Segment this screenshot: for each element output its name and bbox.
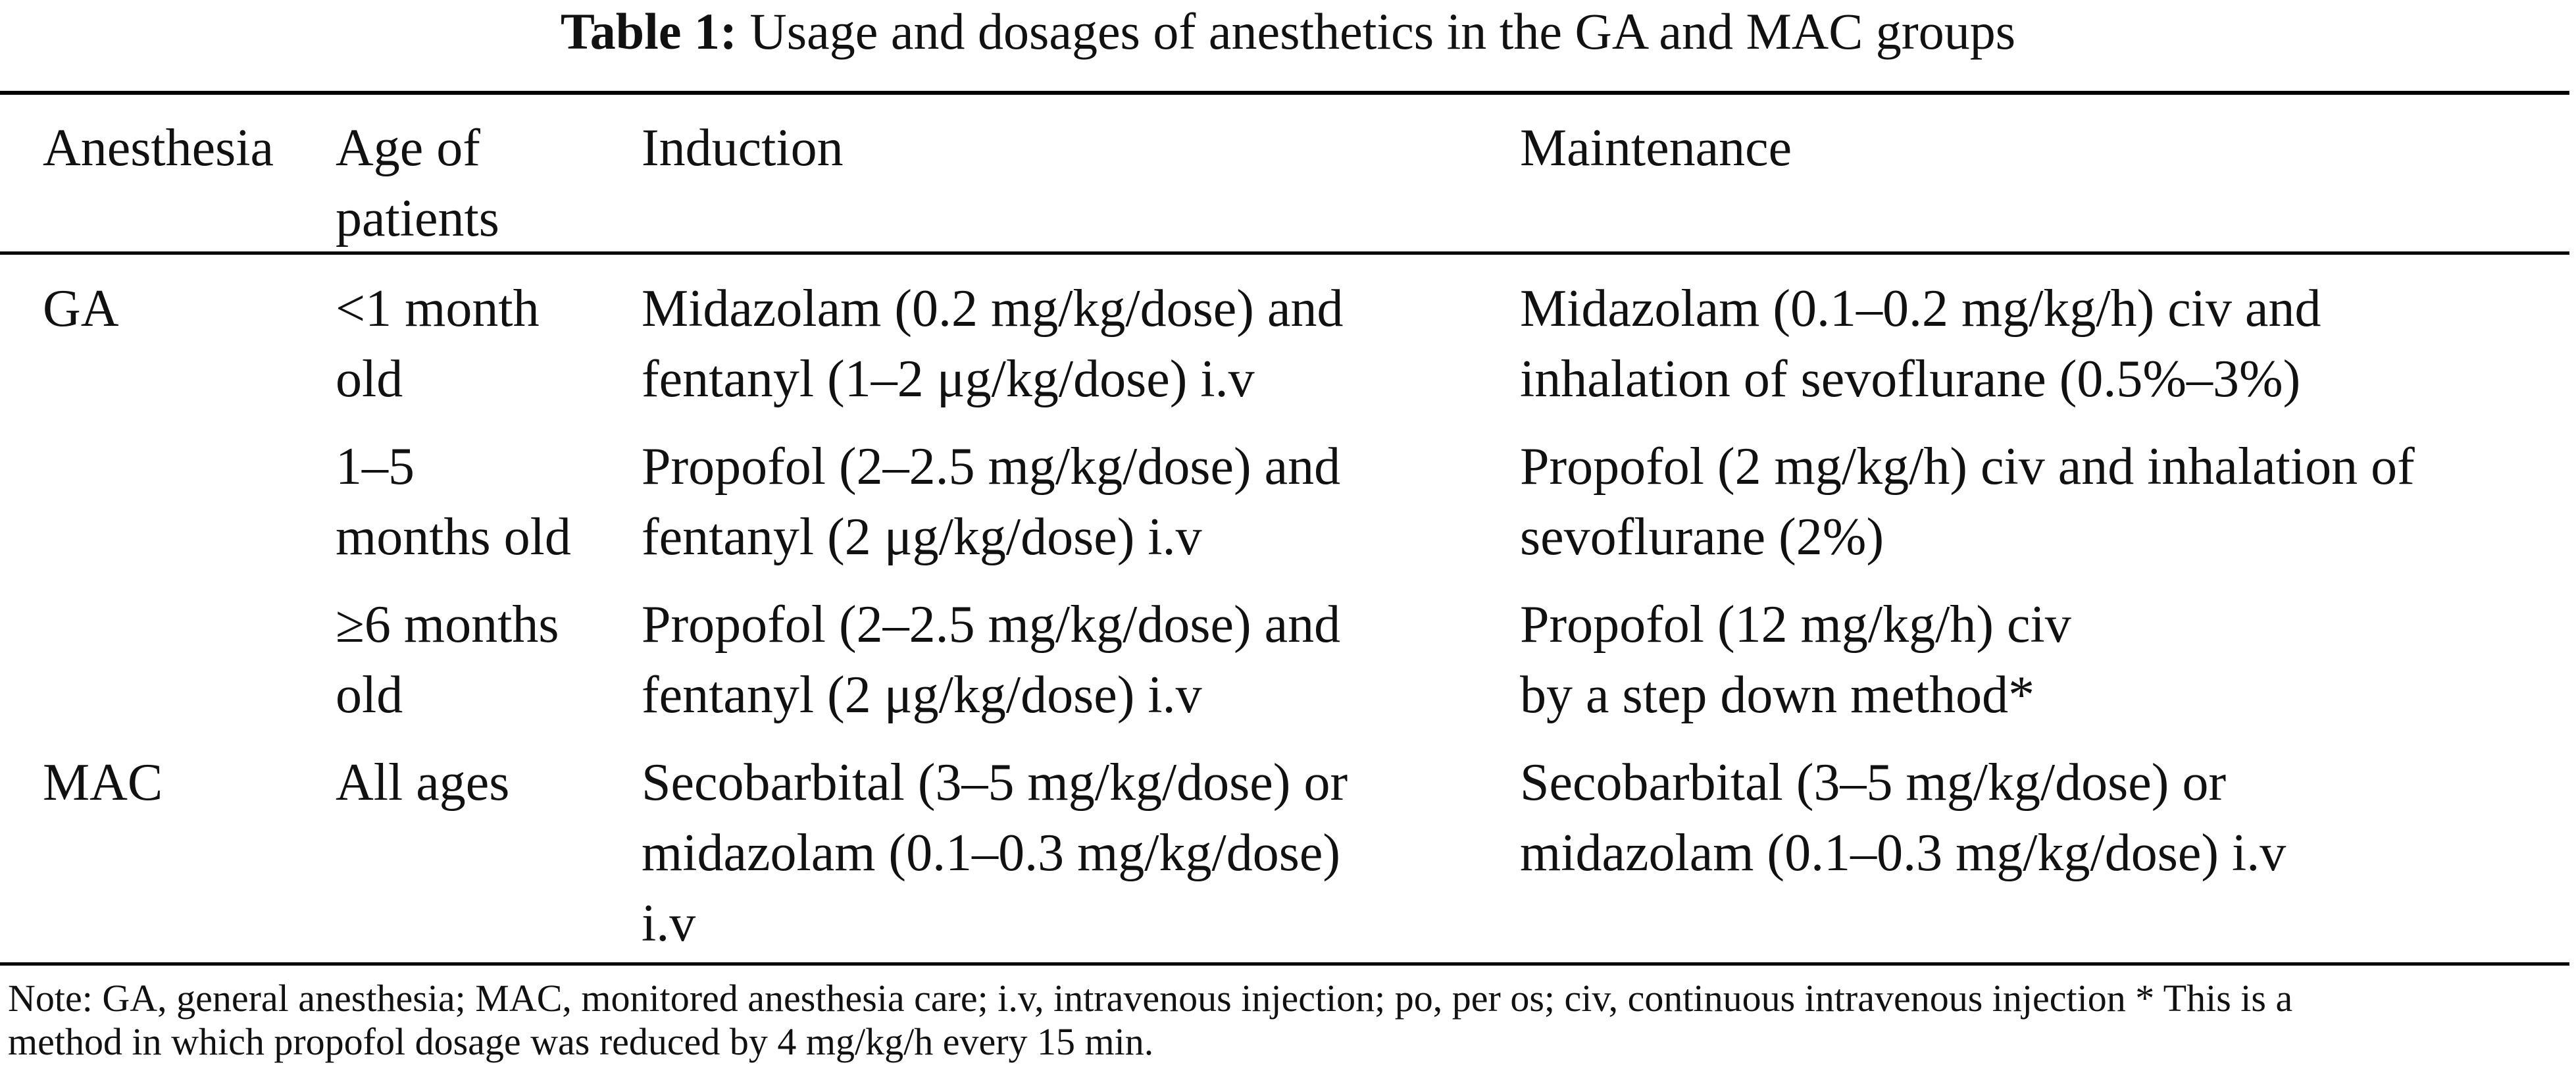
row-4-maintenance: Secobarbital (3–5 mg/kg/dose) or midazolam (0.1–0.3 mg/kg/dose) i.v bbox=[1520, 754, 2286, 882]
table-footnote: Note: GA, general anesthesia; MAC, monitored anesthesia care; i.v, intravenous injection; po, per os; civ, continuous intravenous injection * This is a method in which propofol dosage was reduced by 4 mg/kg/h every 15 min. bbox=[8, 977, 2293, 1063]
header-induction: Induction bbox=[642, 119, 844, 177]
row-2-maintenance: Propofol (2 mg/kg/h) civ and inhalation of sevoflurane (2%) bbox=[1520, 438, 2415, 566]
header-anesthesia: Anesthesia bbox=[43, 119, 274, 177]
header-maintenance: Maintenance bbox=[1520, 119, 1792, 177]
table-caption-label: Table 1: bbox=[560, 3, 737, 60]
header-age-of-patients: Age of patients bbox=[336, 119, 499, 247]
row-1-age: <1 month old bbox=[336, 280, 540, 408]
row-4-anesthesia: MAC bbox=[43, 754, 163, 812]
table-caption-text: Usage and dosages of anesthetics in the GA and MAC groups bbox=[749, 3, 2016, 60]
table-caption bbox=[0, 0, 2576, 63]
row-3-age: ≥6 months old bbox=[336, 596, 559, 724]
row-1-anesthesia: GA bbox=[43, 280, 119, 338]
row-4-age: All ages bbox=[336, 754, 510, 812]
row-1-maintenance: Midazolam (0.1–0.2 mg/kg/h) civ and inhalation of sevoflurane (0.5%–3%) bbox=[1520, 280, 2321, 408]
row-3-maintenance: Propofol (12 mg/kg/h) civ by a step down method* bbox=[1520, 596, 2071, 724]
row-3-induction: Propofol (2–2.5 mg/kg/dose) and fentanyl (2 μg/kg/dose) i.v bbox=[642, 596, 1341, 724]
row-2-induction: Propofol (2–2.5 mg/kg/dose) and fentanyl (2 μg/kg/dose) i.v bbox=[642, 438, 1341, 566]
row-2-age: 1–5 months old bbox=[336, 438, 571, 566]
table-top-rule bbox=[0, 91, 2569, 95]
table-bottom-rule bbox=[0, 962, 2569, 966]
row-4-induction: Secobarbital (3–5 mg/kg/dose) or midazolam (0.1–0.3 mg/kg/dose) i.v bbox=[642, 754, 1348, 952]
table-header-rule bbox=[0, 251, 2569, 255]
row-1-induction: Midazolam (0.2 mg/kg/dose) and fentanyl (1–2 μg/kg/dose) i.v bbox=[642, 280, 1344, 408]
